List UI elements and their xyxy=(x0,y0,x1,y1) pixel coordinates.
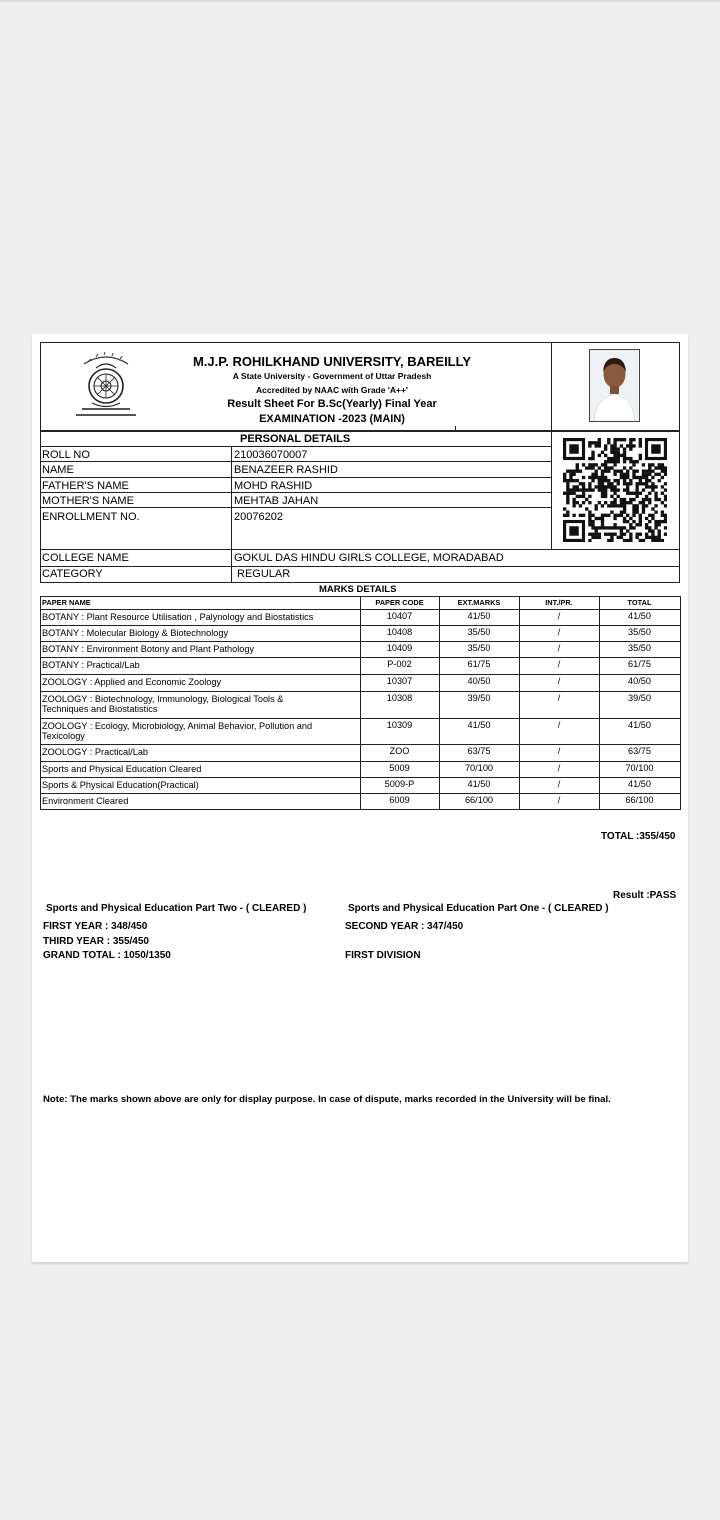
result-status: Result :PASS xyxy=(613,890,677,901)
paper-name: ZOOLOGY : Ecology, Microbiology, Animal Behavior, Pollution and xyxy=(42,721,313,731)
enrollment-value: 20076202 xyxy=(234,511,283,523)
paper-code: 10308 xyxy=(386,693,413,703)
header-int-pr: INT./PR. xyxy=(545,598,573,607)
mother-name-label: MOTHER'S NAME xyxy=(42,495,134,507)
total-marks-cell: 35/50 xyxy=(628,627,651,637)
university-title: M.J.P. ROHILKHAND UNIVERSITY, BAREILLY xyxy=(192,354,472,369)
paper-name: ZOOLOGY : Practical/Lab xyxy=(42,747,149,757)
name-label: NAME xyxy=(42,464,74,476)
ext-marks: 40/50 xyxy=(467,676,491,686)
paper-code: 10409 xyxy=(386,643,413,653)
paper-name: ZOOLOGY : Biotechnology, Immunology, Biological Tools & xyxy=(42,694,284,704)
total-marks-cell: 41/50 xyxy=(628,611,651,621)
ext-marks: 70/100 xyxy=(464,763,494,773)
roll-no-value: 210036070007 xyxy=(234,449,308,461)
first-year-marks: FIRST YEAR : 348/450 xyxy=(43,921,148,932)
father-name-label: FATHER'S NAME xyxy=(42,480,129,492)
marks-details-heading: MARKS DETAILS xyxy=(319,584,397,595)
header-total: TOTAL xyxy=(627,598,652,607)
paper-code: 10307 xyxy=(386,676,413,686)
roll-no-label: ROLL NO xyxy=(42,449,90,461)
qr-code-icon xyxy=(563,438,667,542)
total-marks-cell: 70/100 xyxy=(625,763,654,773)
int-marks: / xyxy=(557,627,561,637)
paper-name-continued: Techniques and Biostatistics xyxy=(42,704,158,714)
ext-marks: 35/50 xyxy=(467,643,491,653)
total-marks-cell: 35/50 xyxy=(628,643,651,653)
paper-name: Sports & Physical Education(Practical) xyxy=(42,780,199,790)
personal-details-heading: PERSONAL DETAILS xyxy=(240,433,351,445)
header-paper-code: PAPER CODE xyxy=(375,598,424,607)
total-marks-cell: 63/75 xyxy=(628,746,651,756)
ext-marks: 39/50 xyxy=(467,693,491,703)
naac-line: Accredited by NAAC with Grade 'A++' xyxy=(256,385,408,395)
student-photo xyxy=(589,349,640,422)
father-name-value: MOHD RASHID xyxy=(234,480,313,492)
ext-marks: 66/100 xyxy=(464,795,494,805)
ext-marks: 41/50 xyxy=(467,720,491,730)
header-paper-name: PAPER NAME xyxy=(42,598,91,607)
int-marks: / xyxy=(557,611,561,621)
total-marks-cell: 41/50 xyxy=(628,779,651,789)
paper-name-continued: Texicology xyxy=(42,731,85,741)
paper-code: P-002 xyxy=(387,659,412,669)
total-marks-cell: 41/50 xyxy=(628,720,651,730)
int-marks: / xyxy=(557,643,561,653)
paper-code: 5009-P xyxy=(384,779,415,789)
paper-code: 5009 xyxy=(389,763,410,773)
enrollment-label: ENROLLMENT NO. xyxy=(42,511,140,523)
second-year-marks: SECOND YEAR : 347/450 xyxy=(345,921,464,932)
ext-marks: 41/50 xyxy=(467,779,491,789)
paper-name: Sports and Physical Education Cleared xyxy=(42,764,202,774)
total-marks-cell: 39/50 xyxy=(628,693,651,703)
third-year-marks: THIRD YEAR : 355/450 xyxy=(43,936,149,947)
examination-title: EXAMINATION -2023 (MAIN) xyxy=(259,413,405,425)
category-label: CATEGORY xyxy=(42,568,103,580)
top-bar xyxy=(0,0,720,2)
name-value: BENAZEER RASHID xyxy=(234,464,338,476)
int-marks: / xyxy=(557,763,561,773)
sports-part-one: Sports and Physical Education Part One - ( CLEARED ) xyxy=(348,903,609,914)
paper-name: BOTANY : Practical/Lab xyxy=(42,660,140,670)
paper-code: ZOO xyxy=(389,746,410,756)
college-name-value: GOKUL DAS HINDU GIRLS COLLEGE, MORADABAD xyxy=(234,552,504,564)
paper-code: 10407 xyxy=(386,611,413,621)
paper-name: BOTANY : Plant Resource Utilisation , Palynology and Biostatistics xyxy=(42,612,314,622)
paper-name: BOTANY : Environment Botony and Plant Pathology xyxy=(42,644,255,654)
paper-code: 10309 xyxy=(386,720,413,730)
int-marks: / xyxy=(557,693,561,703)
total-marks-cell: 61/75 xyxy=(628,659,651,669)
paper-name: ZOOLOGY : Applied and Economic Zoology xyxy=(42,677,222,687)
category-value: REGULAR xyxy=(237,568,291,580)
total-marks-cell: 40/50 xyxy=(628,676,651,686)
paper-code: 6009 xyxy=(389,795,410,805)
grand-total: GRAND TOTAL : 1050/1350 xyxy=(43,950,171,961)
int-marks: / xyxy=(557,746,561,756)
college-name-label: COLLEGE NAME xyxy=(42,552,129,564)
total-marks-cell: 66/100 xyxy=(625,795,654,805)
ext-marks: 35/50 xyxy=(467,627,491,637)
paper-name: BOTANY : Molecular Biology & Biotechnology xyxy=(42,628,229,638)
total-marks: TOTAL :355/450 xyxy=(601,831,676,842)
header-ext-marks: EXT.MARKS xyxy=(457,598,501,607)
ext-marks: 41/50 xyxy=(467,611,491,621)
ext-marks: 63/75 xyxy=(467,746,491,756)
int-marks: / xyxy=(557,795,561,805)
paper-code: 10408 xyxy=(386,627,413,637)
mother-name-value: MEHTAB JAHAN xyxy=(234,495,319,507)
state-university-line: A State University - Government of Uttar Pradesh xyxy=(232,371,432,381)
division: FIRST DIVISION xyxy=(345,950,421,961)
ext-marks: 61/75 xyxy=(467,659,491,669)
int-marks: / xyxy=(557,659,561,669)
sports-part-two: Sports and Physical Education Part Two - ( CLEARED ) xyxy=(46,903,307,914)
int-marks: / xyxy=(557,676,561,686)
paper-name: Environment Cleared xyxy=(42,796,129,806)
result-sheet-title: Result Sheet For B.Sc(Yearly) Final Year xyxy=(227,398,437,410)
university-emblem-icon xyxy=(70,348,142,420)
disclaimer-note: Note: The marks shown above are only for display purpose. In case of dispute, marks recorded in the University will be final. xyxy=(43,1094,611,1105)
int-marks: / xyxy=(557,720,561,730)
result-sheet xyxy=(32,334,688,1262)
int-marks: / xyxy=(557,779,561,789)
